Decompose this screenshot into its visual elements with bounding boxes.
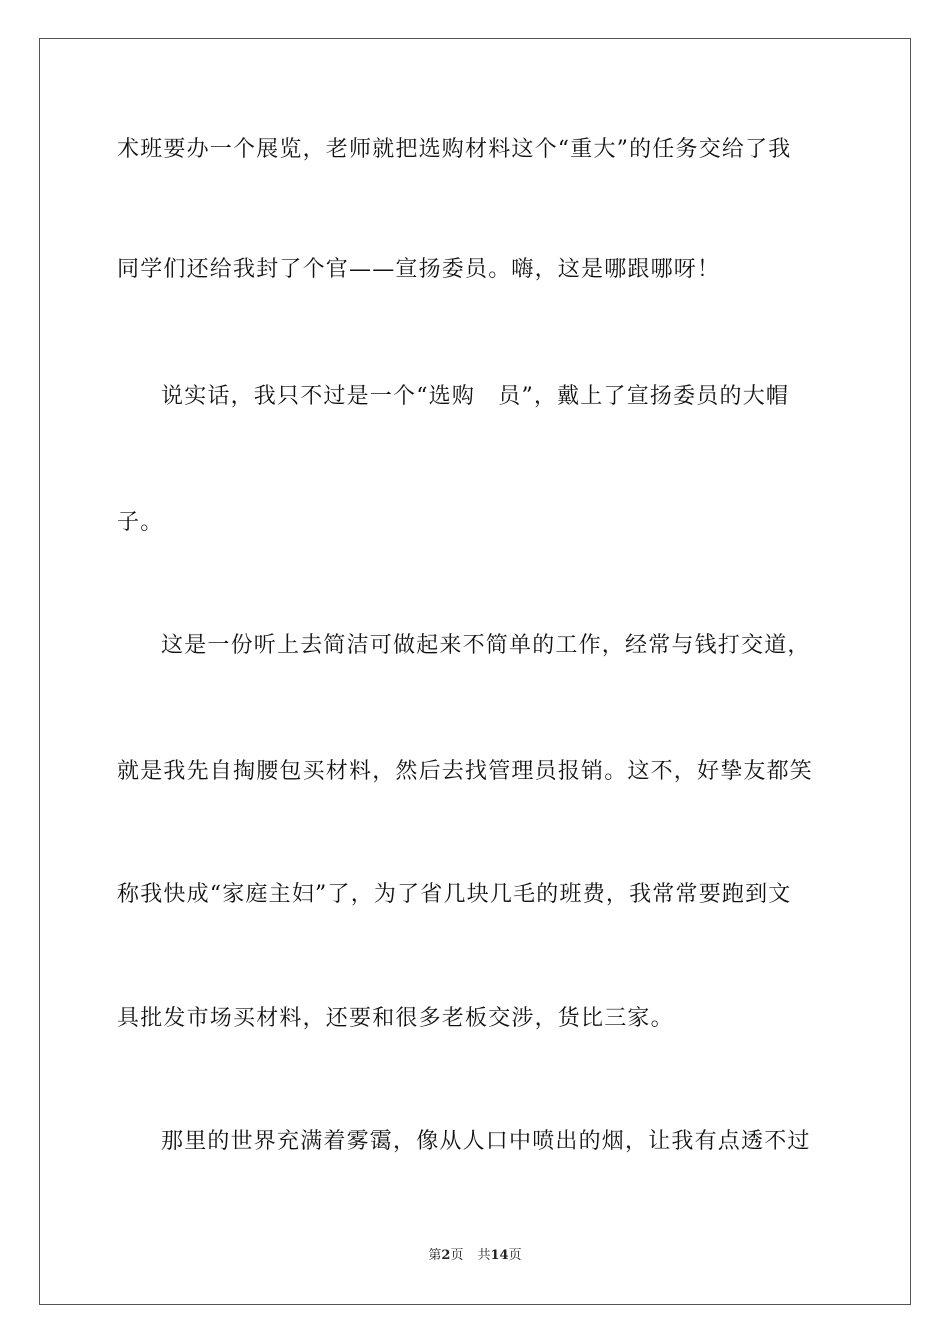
text-line-1: 术班要办一个展览，老师就把选购材料这个“重大”的任务交给了我 bbox=[117, 137, 792, 162]
text-line-7: 称我快成“家庭主妇”了，为了省几块几毛的班费，我常常要跑到文 bbox=[117, 882, 792, 907]
text-line-8: 具批发市场买材料，还要和很多老板交涉，货比三家。 bbox=[117, 1006, 674, 1031]
total-prefix: 共 bbox=[477, 1248, 491, 1263]
text-line-5: 这是一份听上去简洁可做起来不简单的工作，经常与钱打交道， bbox=[161, 633, 811, 658]
text-line-6: 就是我先自掏腰包买材料，然后去找管理员报销。这不，好挚友都笑 bbox=[117, 759, 814, 784]
page-current: 2 bbox=[441, 1248, 451, 1263]
page-border bbox=[39, 38, 911, 1305]
text-line-2: 同学们还给我封了个官——宣扬委员。嗨，这是哪跟哪呀！ bbox=[117, 257, 721, 282]
text-line-9: 那里的世界充满着雾霭，像从人口中喷出的烟，让我有点透不过 bbox=[161, 1129, 811, 1154]
page-footer bbox=[0, 1247, 950, 1265]
text-line-4: 子。 bbox=[117, 510, 164, 535]
page-prefix: 第 bbox=[428, 1248, 442, 1263]
page-total: 14 bbox=[490, 1248, 509, 1263]
total-suffix: 页 bbox=[508, 1248, 522, 1263]
page-suffix: 页 bbox=[450, 1248, 464, 1263]
text-line-3: 说实话，我只不过是一个“选购 员”，戴上了宣扬委员的大帽 bbox=[161, 384, 790, 409]
